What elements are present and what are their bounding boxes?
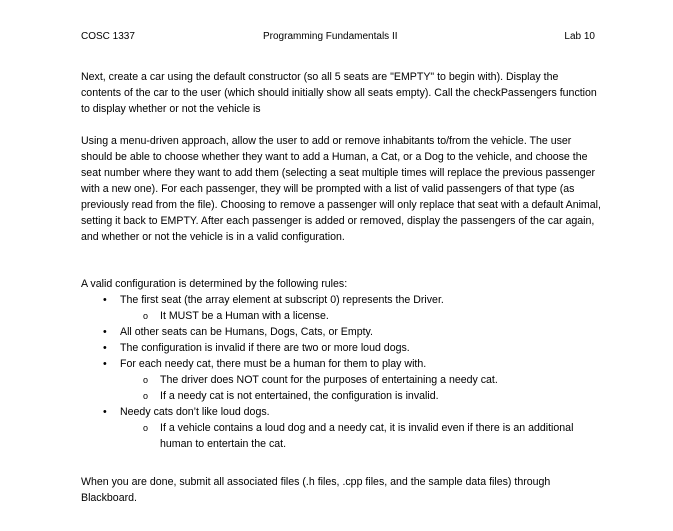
bullet-dot: •: [103, 358, 107, 370]
rule-text: For each needy cat, there must be a human for them to play with.: [120, 358, 427, 370]
bullet-circle: o: [143, 311, 149, 321]
rule-text: The configuration is invalid if there are two or more loud dogs.: [120, 342, 410, 354]
bullet-dot: •: [103, 406, 107, 418]
rule-item: [81, 292, 601, 324]
paragraph-create-car: [81, 69, 601, 117]
sub-rule-item: [120, 388, 601, 404]
rules-intro: [81, 276, 601, 292]
rule-text: All other seats can be Humans, Dogs, Cats, or Empty.: [120, 326, 373, 338]
rule-text: Needy cats don’t like loud dogs.: [120, 406, 270, 418]
sub-rule-item: [120, 308, 601, 324]
sub-rule-text: The driver does NOT count for the purposes of entertaining a needy cat.: [160, 374, 498, 386]
lab-number: Lab 10: [564, 31, 595, 42]
course-title: Programming Fundamentals II: [263, 31, 398, 42]
rule-item: [81, 404, 601, 452]
bullet-circle: o: [143, 375, 149, 385]
rule-item: [81, 324, 601, 340]
rule-item: [81, 356, 601, 404]
rule-text: The first seat (the array element at subscript 0) represents the Driver.: [120, 294, 444, 306]
paragraph-submission: [81, 474, 601, 506]
paragraph-menu-driven: [81, 133, 601, 245]
bullet-circle: o: [143, 423, 149, 433]
sub-rule-item: [120, 372, 601, 388]
paragraph-text: A valid configuration is determined by the following rules:: [81, 278, 348, 290]
paragraph-text: Next, create a car using the default constructor (so all 5 seats are "EMPTY" to begin with). Display the contents of the car to the user (which should initially show all seats empty). Call the checkPassengers function to display whether or not the vehicle is: [81, 71, 597, 115]
rule-item: [81, 340, 601, 356]
page-header: [0, 30, 673, 44]
paragraph-text: Using a menu-driven approach, allow the user to add or remove inhabitants to/from the vehicle. The user should be able to choose whether they want to add a Human, a Cat, or a Dog to the vehicle, and choose the seat number where they want to add them (selecting a seat multiple times will replace the previous passenger with a new one). For each passenger, they will be prompted with a list of valid passengers of that type (as previously read from the file). Choosing to remove a passenger will only replace that seat with a default Animal, setting it back to EMPTY. After each passenger is added or removed, display the passengers of the car again, and whether or not the vehicle is in a valid configuration.: [81, 135, 601, 243]
sub-rule-item: [120, 420, 601, 452]
bullet-circle: o: [143, 391, 149, 401]
bullet-dot: •: [103, 342, 107, 354]
bullet-dot: •: [103, 294, 107, 306]
sub-rule-text: If a needy cat is not entertained, the configuration is invalid.: [160, 390, 439, 402]
course-code: COSC 1337: [81, 31, 135, 42]
paragraph-text: When you are done, submit all associated files (.h files, .cpp files, and the sample data files) through Blackboard.: [81, 476, 551, 504]
rules-list: [81, 292, 601, 452]
sub-rule-text: If a vehicle contains a loud dog and a needy cat, it is invalid even if there is an additional human to entertain the cat.: [160, 422, 574, 450]
sub-rule-text: It MUST be a Human with a license.: [160, 310, 329, 322]
bullet-dot: •: [103, 326, 107, 338]
